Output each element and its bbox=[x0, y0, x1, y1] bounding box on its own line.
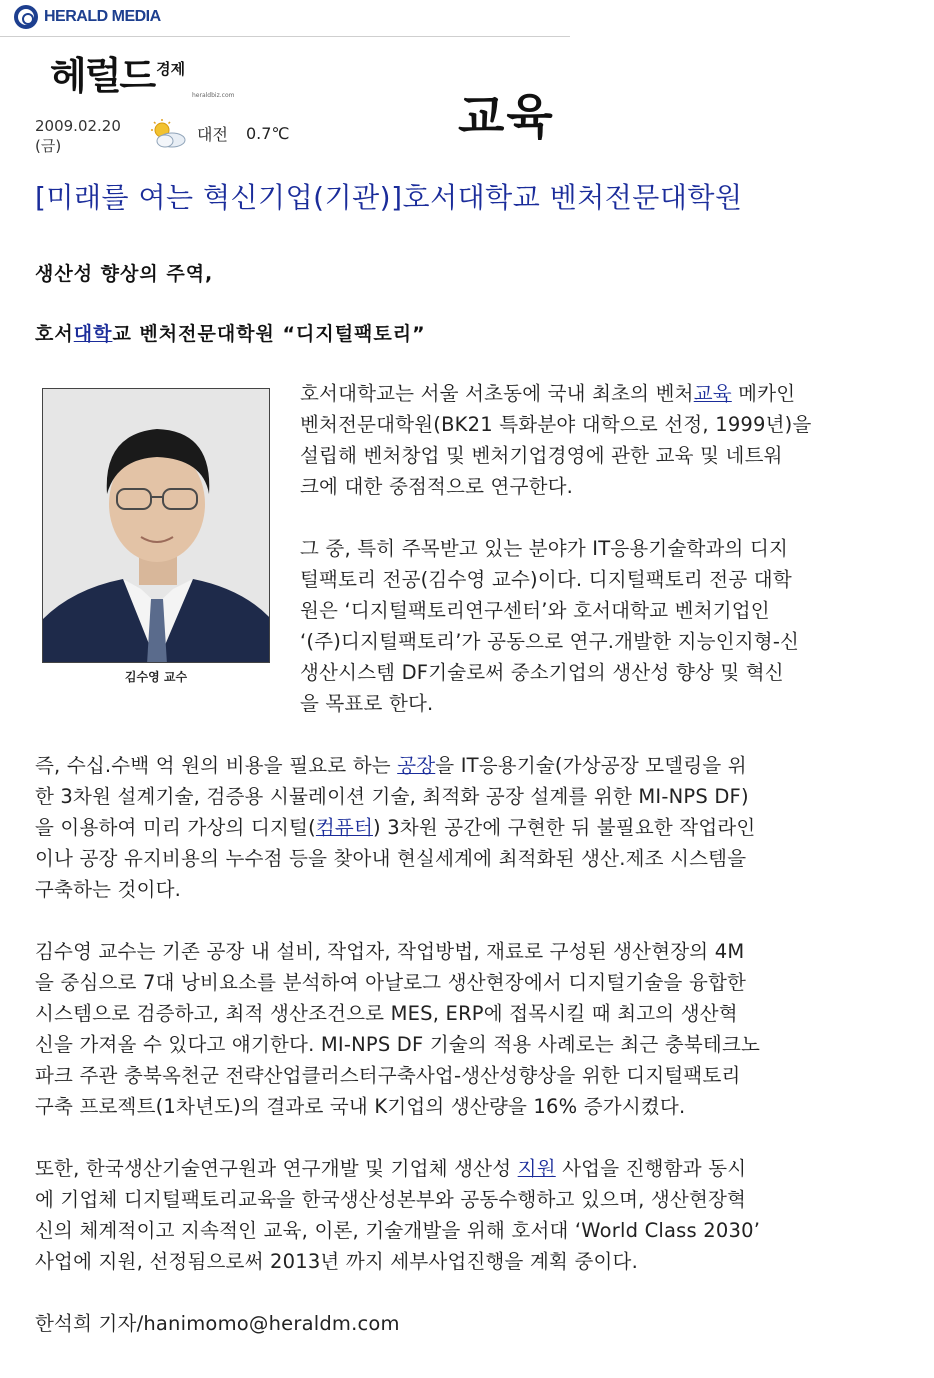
paragraph-line: 신의 체계적이고 지속적인 교육, 이론, 기술개발을 위해 호서대 ‘World Class 2030’ bbox=[35, 1219, 761, 1242]
paragraph-line: 생산시스템 DF기술로써 중소기업의 생산성 향상 및 혁신 bbox=[300, 661, 784, 684]
line-text-before: 을 이용하여 미리 가상의 디지털( bbox=[35, 816, 316, 839]
paragraph-line: 을 목표로 한다. bbox=[300, 692, 434, 715]
paragraph-line: 에 기업체 디지털팩토리교육을 한국생산성본부와 공동수행하고 있으며, 생산현장혁 bbox=[35, 1188, 747, 1211]
paper-name: 헤럴드 bbox=[50, 54, 155, 98]
paragraph-line: 사업에 지원, 선정됨으로써 2013년 까지 세부사업진행을 계획 중이다. bbox=[35, 1250, 638, 1273]
paragraph-line: 털팩토리 전공(김수영 교수)이다. 디지털팩토리 전공 대학 bbox=[300, 568, 792, 591]
issue-date bbox=[35, 116, 121, 156]
paragraph-line: 크에 대한 중점적으로 연구한다. bbox=[300, 475, 574, 498]
paragraph-line: ‘(주)디지털팩토리’가 공동으로 연구.개발한 지능인지형-신 bbox=[300, 630, 800, 653]
line-text-before: 또한, 한국생산기술연구원과 연구개발 및 기업체 생산성 bbox=[35, 1157, 518, 1180]
paragraph-line: 한 3차원 설계기술, 검증용 시뮬레이션 기술, 최적화 공장 설계를 위한 MI-NPS DF) bbox=[35, 785, 749, 808]
article-paragraph-4 bbox=[35, 936, 760, 1122]
line-text-after: 사업을 진행함과 동시 bbox=[555, 1157, 747, 1180]
paragraph-line bbox=[35, 750, 755, 781]
herald-media-logo bbox=[14, 5, 161, 29]
paragraph-line bbox=[35, 1153, 760, 1184]
keyword-link[interactable]: 교육 bbox=[693, 382, 732, 405]
article-paragraph-1 bbox=[300, 378, 812, 502]
paragraph-line: 신을 가져올 수 있다고 얘기한다. MI-NPS DF 기술의 적용 사례로는 최근 충북테크노 bbox=[35, 1033, 761, 1056]
article-paragraph-5 bbox=[35, 1153, 760, 1277]
top-bar bbox=[0, 0, 570, 37]
paragraph-line: 파크 주관 충북옥천군 전략산업클러스터구축사업-생산성향상을 위한 디지털팩토리 bbox=[35, 1064, 741, 1087]
keyword-link[interactable]: 지원 bbox=[517, 1157, 556, 1180]
group-logo-text: HERALD MEDIA bbox=[44, 8, 161, 25]
partly-cloudy-icon bbox=[148, 118, 188, 150]
subhead-2-before: 호서 bbox=[35, 323, 74, 345]
date-value: 2009.02.20 bbox=[35, 117, 121, 135]
article-headline: [미래를 여는 혁신기업(기관)]호서대학교 벤처전문대학원 bbox=[35, 181, 743, 214]
subhead-2-after: 교 벤처전문대학원 “디지털팩토리” bbox=[112, 323, 426, 345]
byline: 한석희 기자/hanimomo@heraldm.com bbox=[35, 1312, 400, 1335]
paper-sub: 경제 bbox=[156, 60, 186, 78]
keyword-link[interactable]: 컴퓨터 bbox=[315, 816, 374, 839]
article-paragraph-3 bbox=[35, 750, 755, 905]
paper-url: heraldbiz.com bbox=[192, 92, 235, 99]
line-text-after: 을 IT응용기술(가상공장 모델링을 위 bbox=[435, 754, 747, 777]
paragraph-line: 이나 공장 유지비용의 누수점 등을 찾아내 현실세계에 최적화된 생산.제조 시스템을 bbox=[35, 847, 747, 870]
paragraph-line: 구축 프로젝트(1차년도)의 결과로 국내 K기업의 생산량을 16% 증가시켰다. bbox=[35, 1095, 686, 1118]
paragraph-line bbox=[300, 378, 812, 409]
line-text-before: 즉, 수십.수백 억 원의 비용을 필요로 하는 bbox=[35, 754, 398, 777]
line-text-before: 호서대학교는 서울 서초동에 국내 최초의 벤처 bbox=[300, 382, 694, 405]
line-text-after: 메카인 bbox=[731, 382, 796, 405]
photo-caption: 김수영 교수 bbox=[124, 670, 188, 684]
professor-photo bbox=[42, 388, 270, 663]
paragraph-line: 시스템으로 검증하고, 최적 생산조건으로 MES, ERP에 접목시킬 때 최고의 생산혁 bbox=[35, 1002, 738, 1025]
section-title: 교육 bbox=[458, 89, 555, 145]
paragraph-line: 을 중심으로 7대 낭비요소를 분석하여 아날로그 생산현장에서 디지털기술을 융합한 bbox=[35, 971, 747, 994]
subhead-2 bbox=[35, 319, 426, 346]
paragraph-line: 설립해 벤처창업 및 벤처기업경영에 관한 교육 및 네트워 bbox=[300, 444, 783, 467]
paragraph-line: 원은 ‘디지털팩토리연구센터’와 호서대학교 벤처기업인 bbox=[300, 599, 770, 622]
portrait-image bbox=[43, 389, 270, 663]
keyword-link[interactable]: 공장 bbox=[397, 754, 436, 777]
paper-logo bbox=[50, 54, 235, 99]
weather-temperature: 0.7℃ bbox=[246, 124, 290, 143]
globe-icon bbox=[14, 5, 38, 29]
subhead-1: 생산성 향상의 주역, bbox=[35, 263, 214, 285]
paragraph-line: 구축하는 것이다. bbox=[35, 878, 182, 901]
paragraph-line: 김수영 교수는 기존 공장 내 설비, 작업자, 작업방법, 재료로 구성된 생산현장의 4M bbox=[35, 940, 745, 963]
article-paragraph-2 bbox=[300, 533, 799, 719]
paragraph-line: 그 중, 특히 주목받고 있는 분야가 IT응용기술학과의 디지 bbox=[300, 537, 789, 560]
paragraph-line: 벤처전문대학원(BK21 특화분야 대학으로 선정, 1999년)을 bbox=[300, 413, 812, 436]
weekday-value: (금) bbox=[35, 137, 62, 155]
weather-city: 대전 bbox=[197, 125, 228, 144]
paragraph-line bbox=[35, 812, 755, 843]
keyword-link-university[interactable]: 대학 bbox=[73, 323, 113, 345]
line-text-after: ) 3차원 공간에 구현한 뒤 불필요한 작업라인 bbox=[373, 816, 756, 839]
